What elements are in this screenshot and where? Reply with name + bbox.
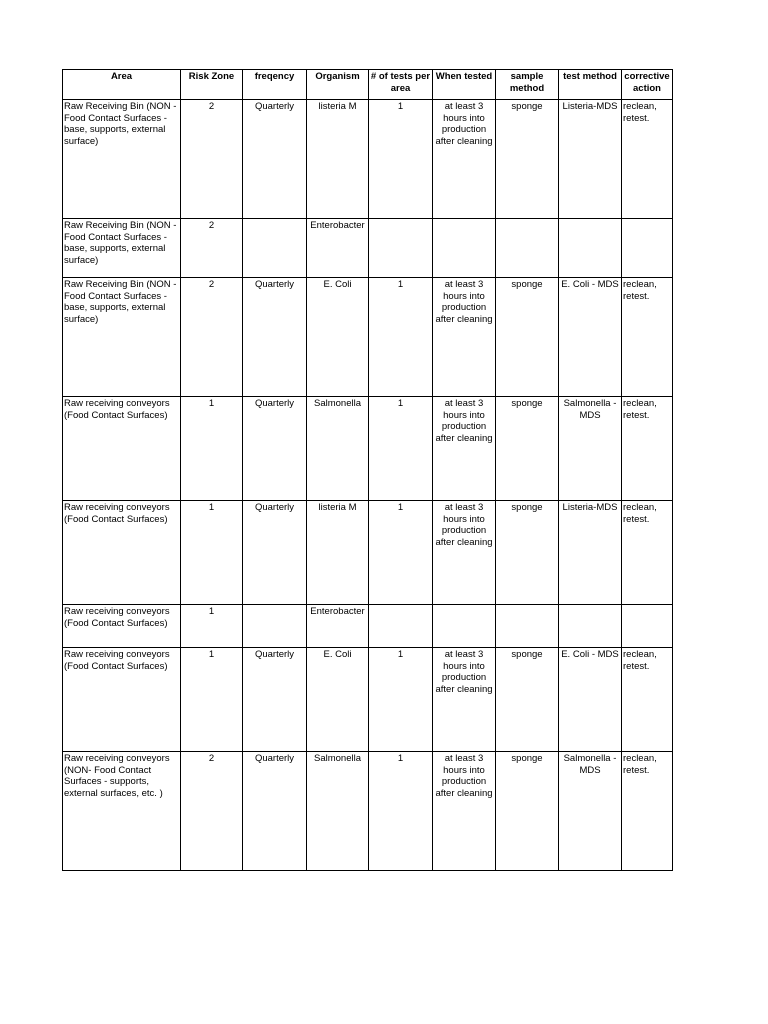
cell-tests (369, 219, 433, 278)
cell-risk-zone: 2 (181, 278, 243, 397)
cell-sample-method: sponge (496, 100, 559, 219)
table-row (63, 219, 673, 278)
cell-sample-method: sponge (496, 501, 559, 605)
sanitation-testing-table-sheet (62, 69, 672, 871)
cell-risk-zone: 1 (181, 397, 243, 501)
header-test-method: test method (559, 70, 622, 100)
cell-corrective-action: reclean, retest. (622, 752, 673, 871)
header-sample-method: sample method (496, 70, 559, 100)
table-row (63, 100, 673, 219)
cell-organism: Salmonella (307, 752, 369, 871)
cell-test-method (559, 219, 622, 278)
cell-corrective-action: reclean, retest. (622, 278, 673, 397)
cell-test-method: E. Coli - MDS (559, 648, 622, 752)
cell-risk-zone: 2 (181, 752, 243, 871)
cell-tests: 1 (369, 752, 433, 871)
cell-tests: 1 (369, 278, 433, 397)
table-row (63, 605, 673, 648)
cell-sample-method: sponge (496, 278, 559, 397)
cell-when-tested: at least 3 hours into production after cleaning (433, 752, 496, 871)
cell-corrective-action: reclean, retest. (622, 648, 673, 752)
cell-organism: listeria M (307, 501, 369, 605)
cell-when-tested: at least 3 hours into production after cleaning (433, 501, 496, 605)
cell-area: Raw Receiving Bin (NON -Food Contact Surfaces - base, supports, external surface) (63, 100, 181, 219)
cell-sample-method: sponge (496, 397, 559, 501)
cell-when-tested (433, 219, 496, 278)
header-when-tested: When tested (433, 70, 496, 100)
cell-frequency: Quarterly (243, 501, 307, 605)
cell-when-tested: at least 3 hours into production after cleaning (433, 278, 496, 397)
cell-when-tested: at least 3 hours into production after cleaning (433, 397, 496, 501)
cell-corrective-action: reclean, retest. (622, 100, 673, 219)
table-row (63, 501, 673, 605)
cell-test-method: E. Coli - MDS (559, 278, 622, 397)
header-frequency: freqency (243, 70, 307, 100)
cell-test-method: Salmonella - MDS (559, 752, 622, 871)
cell-frequency: Quarterly (243, 100, 307, 219)
environmental-testing-table (62, 69, 673, 871)
cell-organism: E. Coli (307, 648, 369, 752)
cell-area: Raw receiving conveyors (Food Contact Surfaces) (63, 501, 181, 605)
cell-organism: Salmonella (307, 397, 369, 501)
cell-test-method (559, 605, 622, 648)
table-header-row (63, 70, 673, 100)
cell-area: Raw Receiving Bin (NON -Food Contact Surfaces - base, supports, external surface) (63, 278, 181, 397)
cell-sample-method: sponge (496, 648, 559, 752)
cell-frequency (243, 219, 307, 278)
cell-test-method: Listeria-MDS (559, 501, 622, 605)
cell-area: Raw receiving conveyors (Food Contact Surfaces) (63, 648, 181, 752)
cell-risk-zone: 2 (181, 100, 243, 219)
cell-area: Raw receiving conveyors (NON- Food Contact Surfaces - supports, external surfaces, etc. ) (63, 752, 181, 871)
cell-test-method: Salmonella - MDS (559, 397, 622, 501)
cell-sample-method (496, 605, 559, 648)
cell-when-tested (433, 605, 496, 648)
header-tests-per-area: # of tests per area (369, 70, 433, 100)
cell-test-method: Listeria-MDS (559, 100, 622, 219)
table-row (63, 752, 673, 871)
cell-sample-method (496, 219, 559, 278)
header-organism: Organism (307, 70, 369, 100)
cell-organism: Enterobacter (307, 219, 369, 278)
cell-frequency: Quarterly (243, 397, 307, 501)
table-row (63, 278, 673, 397)
cell-area: Raw receiving conveyors (Food Contact Surfaces) (63, 605, 181, 648)
cell-frequency (243, 605, 307, 648)
cell-corrective-action: reclean, retest. (622, 397, 673, 501)
cell-tests: 1 (369, 100, 433, 219)
table-row (63, 397, 673, 501)
cell-risk-zone: 2 (181, 219, 243, 278)
cell-frequency: Quarterly (243, 648, 307, 752)
cell-tests: 1 (369, 397, 433, 501)
cell-risk-zone: 1 (181, 501, 243, 605)
cell-frequency: Quarterly (243, 278, 307, 397)
cell-corrective-action: reclean, retest. (622, 501, 673, 605)
cell-when-tested: at least 3 hours into production after cleaning (433, 648, 496, 752)
cell-when-tested: at least 3 hours into production after cleaning (433, 100, 496, 219)
cell-risk-zone: 1 (181, 648, 243, 752)
cell-area: Raw Receiving Bin (NON -Food Contact Surfaces - base, supports, external surface) (63, 219, 181, 278)
cell-organism: listeria M (307, 100, 369, 219)
cell-sample-method: sponge (496, 752, 559, 871)
cell-area: Raw receiving conveyors (Food Contact Surfaces) (63, 397, 181, 501)
cell-tests: 1 (369, 501, 433, 605)
table-row (63, 648, 673, 752)
cell-risk-zone: 1 (181, 605, 243, 648)
cell-organism: E. Coli (307, 278, 369, 397)
header-risk-zone: Risk Zone (181, 70, 243, 100)
cell-corrective-action (622, 605, 673, 648)
header-corrective-action: corrective action (622, 70, 673, 100)
header-area: Area (63, 70, 181, 100)
cell-corrective-action (622, 219, 673, 278)
cell-frequency: Quarterly (243, 752, 307, 871)
cell-organism: Enterobacter (307, 605, 369, 648)
cell-tests: 1 (369, 648, 433, 752)
cell-tests (369, 605, 433, 648)
